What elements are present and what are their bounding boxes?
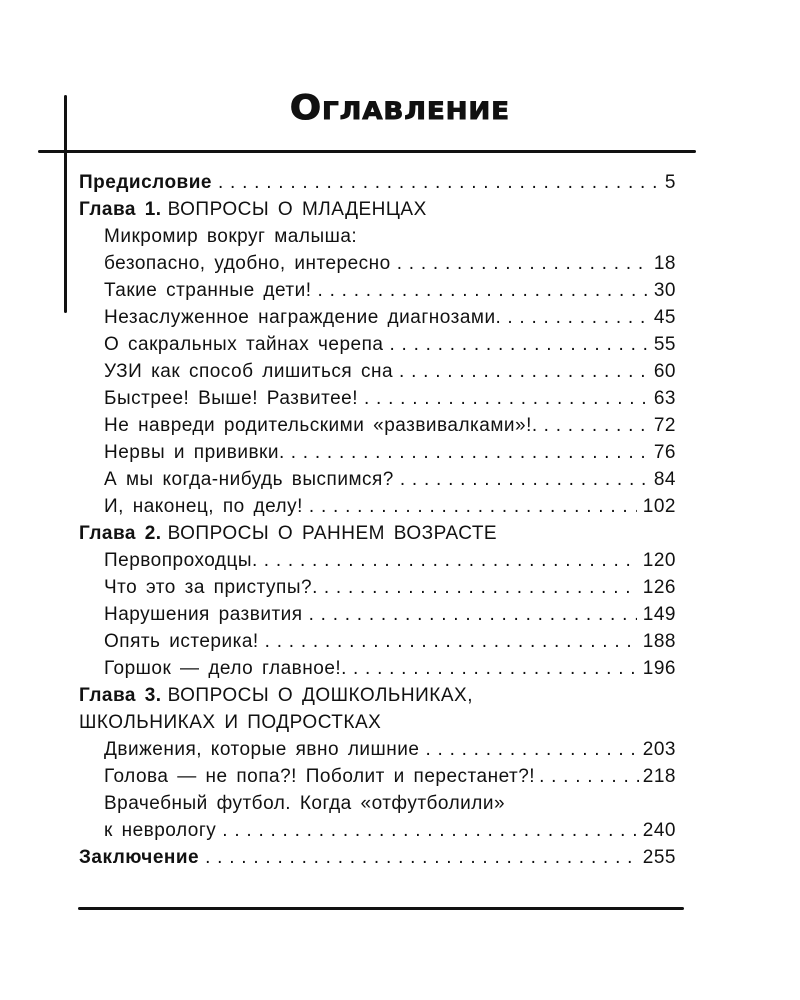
toc-entry-label: Быстрее! Выше! Развитее! bbox=[104, 388, 358, 409]
toc-chapter-3-heading-continued bbox=[79, 709, 676, 736]
dot-leader bbox=[309, 601, 637, 628]
dot-leader bbox=[309, 493, 637, 520]
toc-entry-label: Не навреди родительскими «развивалками»!. bbox=[104, 415, 538, 436]
toc-entry-label: Заключение bbox=[79, 847, 200, 868]
toc-entry[interactable] bbox=[79, 736, 676, 763]
decorative-bottom-rule bbox=[78, 907, 684, 910]
chapter-title: ВОПРОСЫ О МЛАДЕНЦАХ bbox=[167, 199, 427, 220]
toc-entry-label: Нарушения развития bbox=[104, 604, 303, 625]
toc-chapter-1-heading[interactable] bbox=[79, 196, 676, 223]
toc-page-number: 255 bbox=[642, 847, 676, 868]
toc-entry[interactable] bbox=[79, 628, 676, 655]
toc-entry[interactable] bbox=[79, 250, 676, 277]
toc-entry[interactable] bbox=[79, 493, 676, 520]
dot-leader bbox=[544, 412, 648, 439]
toc-page-number: 18 bbox=[653, 253, 676, 274]
toc-entry[interactable] bbox=[79, 358, 676, 385]
chapter-title: ШКОЛЬНИКАХ И ПОДРОСТКАХ bbox=[79, 712, 382, 733]
toc-chapter-2-heading[interactable] bbox=[79, 520, 676, 547]
toc-page-number: 126 bbox=[642, 577, 676, 598]
dot-leader bbox=[399, 358, 648, 385]
toc-entry[interactable] bbox=[79, 331, 676, 358]
dot-leader bbox=[205, 844, 637, 871]
toc-page-number: 60 bbox=[653, 361, 676, 382]
toc-page-number: 84 bbox=[653, 469, 676, 490]
toc-entry[interactable] bbox=[79, 655, 676, 682]
toc-entry-label: Движения, которые явно лишние bbox=[104, 739, 420, 760]
toc-entry[interactable] bbox=[79, 763, 676, 790]
dot-leader bbox=[218, 169, 659, 196]
dot-leader bbox=[364, 385, 648, 412]
toc-entry bbox=[79, 790, 676, 817]
toc-page-number: 63 bbox=[653, 388, 676, 409]
chapter-title: ВОПРОСЫ О ДОШКОЛЬНИКАХ, bbox=[167, 685, 473, 706]
dot-leader bbox=[264, 547, 637, 574]
dot-leader bbox=[425, 736, 636, 763]
table-of-contents bbox=[79, 169, 676, 871]
dot-leader bbox=[389, 331, 647, 358]
toc-page-number: 76 bbox=[653, 442, 676, 463]
toc-entry-label: Нервы и прививки. bbox=[104, 442, 285, 463]
toc-page-number: 55 bbox=[653, 334, 676, 355]
toc-page-number: 149 bbox=[642, 604, 676, 625]
chapter-number: Глава 3. bbox=[79, 685, 162, 706]
toc-entry[interactable] bbox=[79, 439, 676, 466]
toc-entry[interactable] bbox=[79, 466, 676, 493]
toc-entry-label: Голова — не попа?! Поболит и перестанет?! bbox=[104, 766, 536, 787]
toc-entry[interactable] bbox=[79, 547, 676, 574]
toc-page-number: 72 bbox=[653, 415, 676, 436]
toc-entry[interactable] bbox=[79, 601, 676, 628]
toc-entry-conclusion[interactable] bbox=[79, 844, 676, 871]
toc-entry-label: Опять истерика! bbox=[104, 631, 259, 652]
dot-leader bbox=[400, 466, 648, 493]
toc-entry-preface[interactable] bbox=[79, 169, 676, 196]
dot-leader bbox=[539, 763, 639, 790]
toc-entry-label: безопасно, удобно, интересно bbox=[104, 253, 391, 274]
toc-entry-label: Что это за приступы?. bbox=[104, 577, 318, 598]
chapter-title: ВОПРОСЫ О РАННЕМ ВОЗРАСТЕ bbox=[167, 523, 498, 544]
dot-leader bbox=[318, 277, 648, 304]
toc-entry[interactable] bbox=[79, 574, 676, 601]
toc-page-number: 218 bbox=[642, 766, 676, 787]
toc-page-number: 45 bbox=[653, 307, 676, 328]
toc-page-number: 188 bbox=[642, 631, 676, 652]
toc-entry-label: Горшок — дело главное!. bbox=[104, 658, 347, 679]
toc-page-number: 30 bbox=[653, 280, 676, 301]
chapter-number: Глава 2. bbox=[79, 523, 162, 544]
toc-page-number: 120 bbox=[642, 550, 676, 571]
toc-entry-label: Первопроходцы. bbox=[104, 550, 258, 571]
toc-entry-label: УЗИ как способ лишиться сна bbox=[104, 361, 394, 382]
toc-entry[interactable] bbox=[79, 412, 676, 439]
toc-entry-label: О сакральных тайнах черепа bbox=[104, 334, 384, 355]
toc-entry-label: Незаслуженное награждение диагнозами. bbox=[104, 307, 502, 328]
toc-entry[interactable] bbox=[79, 277, 676, 304]
toc-page-number: 5 bbox=[664, 172, 676, 193]
dot-leader bbox=[353, 655, 637, 682]
page-title: Оглавление bbox=[289, 88, 511, 128]
dot-leader bbox=[397, 250, 648, 277]
toc-page-number: 102 bbox=[642, 496, 676, 517]
dot-leader bbox=[324, 574, 637, 601]
toc-entry-label: Такие странные дети! bbox=[104, 280, 312, 301]
toc-entry bbox=[79, 223, 676, 250]
toc-entry-label: А мы когда-нибудь выспимся? bbox=[104, 469, 394, 490]
dot-leader bbox=[222, 817, 637, 844]
toc-entry[interactable] bbox=[79, 385, 676, 412]
dot-leader bbox=[291, 439, 648, 466]
toc-entry-label: Микромир вокруг малыша: bbox=[104, 226, 358, 247]
chapter-number: Глава 1. bbox=[79, 199, 162, 220]
dot-leader bbox=[265, 628, 637, 655]
toc-entry-label: к неврологу bbox=[104, 820, 217, 841]
toc-entry-label: Врачебный футбол. Когда «отфутболили» bbox=[104, 793, 506, 814]
dot-leader bbox=[507, 304, 648, 331]
decorative-top-rule bbox=[38, 150, 696, 153]
toc-entry-label: Предисловие bbox=[79, 172, 212, 193]
toc-page-number: 203 bbox=[642, 739, 676, 760]
toc-entry[interactable] bbox=[79, 304, 676, 331]
toc-entry[interactable] bbox=[79, 817, 676, 844]
toc-page-number: 240 bbox=[642, 820, 676, 841]
toc-entry-label: И, наконец, по делу! bbox=[104, 496, 303, 517]
toc-page-number: 196 bbox=[642, 658, 676, 679]
toc-chapter-3-heading[interactable] bbox=[79, 682, 676, 709]
